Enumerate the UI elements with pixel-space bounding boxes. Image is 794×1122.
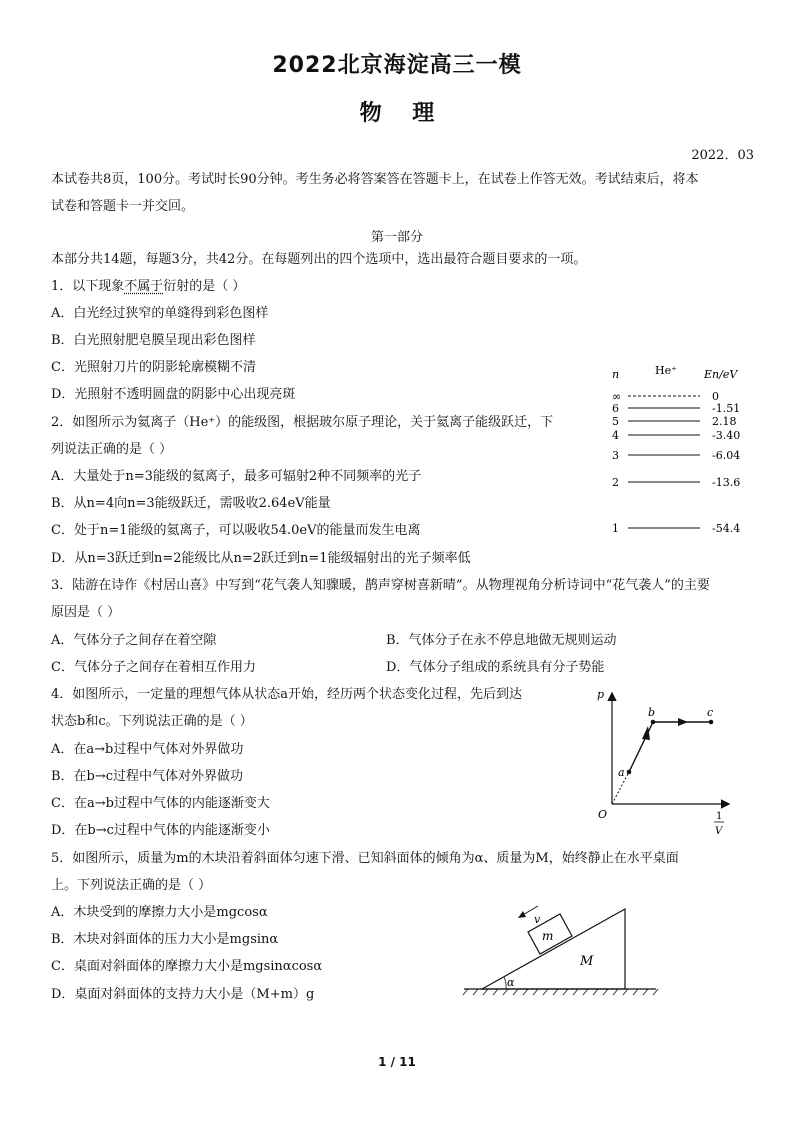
level-energy-label: -1.51 — [712, 402, 741, 415]
energy-levels — [612, 390, 740, 535]
pv-graph — [592, 686, 737, 838]
level-n-label: 4 — [612, 429, 619, 442]
p-axis-label: p — [597, 688, 605, 701]
q5-option-b: B．木块对斜面体的压力大小是mgsinα — [51, 932, 279, 947]
state-b-label: b — [648, 706, 656, 719]
ground-hatching — [463, 989, 658, 995]
q3-option-b: B．气体分子在永不停息地做无规则运动 — [386, 633, 617, 648]
state-b-point — [651, 720, 656, 725]
state-c-point — [709, 720, 714, 725]
level-n-label: ∞ — [612, 390, 622, 403]
x-axis-denominator: V — [715, 826, 723, 837]
q1-option-a: A．白光经过狭窄的单缝得到彩色图样 — [51, 306, 269, 321]
subject-title: 物 理 — [359, 101, 435, 126]
x-axis-numerator: 1 — [716, 811, 723, 822]
intro-line-1: 本试卷共8页，100分。考试时长90分钟。考生务必将答案答在答题卡上，在试卷上作答无效。考试结束后，将本 — [51, 172, 699, 187]
part-heading: 第一部分 — [370, 230, 423, 245]
q5-option-d: D．桌面对斜面体的支持力大小是（M+m）g — [51, 987, 315, 1002]
q2-stem-1: 2．如图所示为氦离子（He⁺）的能级图，根据玻尔原子理论，关于氦离子能级跃迁，下 — [51, 415, 554, 430]
energy-n-label: n — [612, 368, 620, 381]
level-energy-label: -6.04 — [712, 449, 741, 462]
level-n-label: 6 — [612, 402, 619, 415]
q1-option-d: D．光照射不透明圆盘的阴影中心出现亮斑 — [51, 387, 296, 402]
state-a-label: a — [618, 766, 625, 779]
incline-diagram — [460, 895, 660, 1000]
exam-date: 2022．03 — [691, 148, 754, 163]
energy-level-diagram — [600, 360, 770, 540]
intro-line-2: 试卷和答题卡一并交回。 — [51, 199, 195, 214]
q3-option-d: D．气体分子组成的系统具有分子势能 — [386, 660, 605, 675]
q3-stem-1: 3．陆游在诗作《村居山喜》中写到“花气袭人知骤暖，鹊声穿树喜新晴”。从物理视角分析诗词中“花气袭人”的主要 — [51, 578, 710, 593]
q3-stem-2: 原因是（ ） — [51, 605, 121, 620]
arrow-b-to-c — [678, 718, 688, 726]
q2-option-b: B．从n=4向n=3能级跃迁，需吸收2.64eV能量 — [51, 496, 331, 511]
level-energy-label: 2.18 — [712, 415, 737, 428]
block-mass-label: m — [542, 929, 554, 943]
energy-ion-label: He⁺ — [655, 364, 677, 377]
velocity-label: v — [534, 913, 541, 926]
state-a-point — [627, 770, 632, 775]
q4-stem-1: 4．如图所示，一定量的理想气体从状态a开始，经历两个状态变化过程，先后到达 — [51, 687, 523, 702]
q1-stem-post: 衍射的是（ ） — [163, 279, 246, 294]
origin-label: O — [598, 808, 608, 821]
q4-stem-2: 状态b和c。下列说法正确的是（ ） — [51, 714, 253, 729]
page-number: 1 / 11 — [378, 1055, 416, 1069]
part-instructions: 本部分共14题，每题3分，共42分。在每题列出的四个选项中，选出最符合题目要求的一项。 — [51, 252, 587, 267]
angle-label: α — [507, 976, 515, 989]
level-energy-label: -3.40 — [712, 429, 741, 442]
angle-arc — [504, 977, 506, 989]
level-n-label: 1 — [612, 522, 619, 535]
state-c-label: c — [707, 706, 714, 719]
q2-option-a: A．大量处于n=3能级的氦离子，最多可辐射2种不同频率的光子 — [51, 469, 422, 484]
q1-stem-pre: 1．以下现象 — [51, 279, 125, 294]
velocity-arrow-head — [518, 911, 526, 918]
q1-option-c: C．光照射刀片的阴影轮廓模糊不清 — [51, 360, 256, 375]
q2-option-c: C．处于n=1能级的氦离子，可以吸收54.0eV的能量而发生电离 — [51, 523, 421, 538]
energy-unit-label: En/eV — [704, 368, 738, 381]
q1-stem — [51, 279, 245, 295]
level-energy-label: 0 — [712, 390, 719, 403]
q4-option-b: B．在b→c过程中气体对外界做功 — [51, 769, 244, 784]
q4-option-c: C．在a→b过程中气体的内能逐渐变大 — [51, 796, 270, 811]
q4-option-d: D．在b→c过程中气体的内能逐渐变小 — [51, 823, 270, 838]
level-n-label: 3 — [612, 449, 619, 462]
q1-option-b: B．白光照射肥皂膜呈现出彩色图样 — [51, 333, 256, 348]
level-energy-label: -54.4 — [712, 522, 741, 535]
q2-option-d: D．从n=3跃迁到n=2能级比从n=2跃迁到n=1能级辐射出的光子频率低 — [51, 551, 471, 566]
level-n-label: 2 — [612, 476, 619, 489]
incline-mass-label: M — [580, 954, 594, 969]
q5-option-a: A．木块受到的摩擦力大小是mgcosα — [51, 905, 268, 920]
process-a-to-b — [629, 722, 653, 772]
q5-stem-1: 5．如图所示，质量为m的木块沿着斜面体匀速下滑、已知斜面体的倾角为α、质量为M，始终静止在水平桌面 — [51, 851, 679, 866]
level-n-label: 5 — [612, 415, 619, 428]
q1-stem-emphasis: 不属于 — [124, 279, 164, 294]
q5-stem-2: 上。下列说法正确的是（ ） — [51, 878, 212, 893]
level-energy-label: -13.6 — [712, 476, 741, 489]
q5-option-c: C．桌面对斜面体的摩擦力大小是mgsinαcosα — [51, 959, 323, 974]
q3-option-c: C．气体分子之间存在着相互作用力 — [51, 660, 256, 675]
q3-option-a: A．气体分子之间存在着空隙 — [51, 633, 217, 648]
q4-option-a: A．在a→b过程中气体对外界做功 — [51, 742, 244, 757]
q2-stem-2: 列说法正确的是（ ） — [51, 442, 173, 457]
arrow-a-to-b — [642, 726, 650, 740]
page-title: 2022北京海淀高三一模 — [272, 53, 522, 78]
